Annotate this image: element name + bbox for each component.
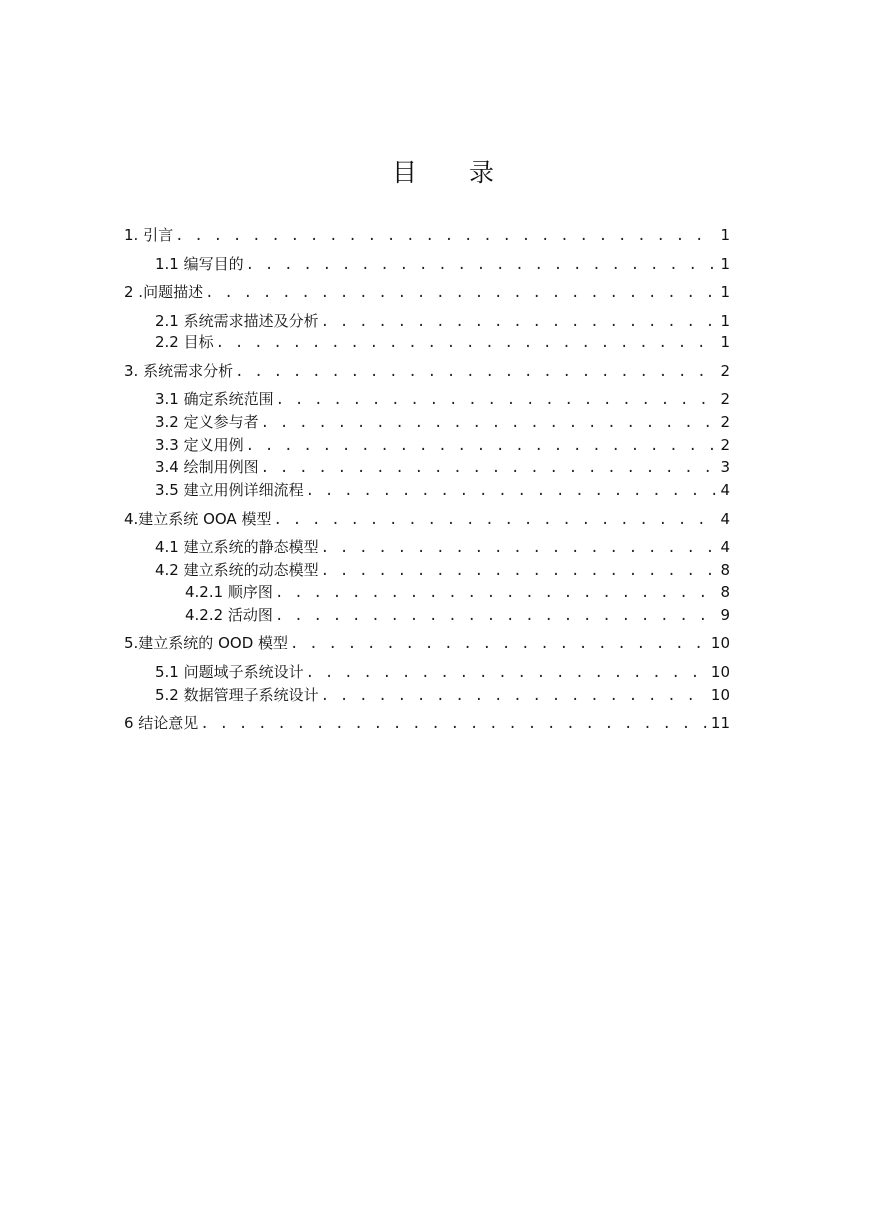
toc-entry[interactable] xyxy=(124,361,730,381)
toc-entry-page: 8 xyxy=(720,561,730,579)
toc-entry-label: 5.建立系统的 OOD 模型 xyxy=(124,634,289,652)
toc-entry[interactable] xyxy=(155,332,730,352)
toc-entry-page: 11 xyxy=(710,714,730,732)
toc-entry-label: 3.4 绘制用例图 xyxy=(155,458,259,476)
toc-leader-dots xyxy=(321,312,717,331)
toc-entry-page: 1 xyxy=(720,283,730,301)
toc-leader-dots xyxy=(290,634,707,653)
toc-leader-dots xyxy=(273,510,716,529)
toc-entry-label: 6 结论意见 xyxy=(124,714,199,732)
toc-entry-label: 3.1 确定系统范围 xyxy=(155,390,274,408)
toc-leader-dots xyxy=(246,436,717,455)
toc-leader-dots xyxy=(200,714,707,733)
toc-entry[interactable] xyxy=(155,435,730,455)
toc-entry[interactable] xyxy=(155,537,730,557)
toc-entry[interactable] xyxy=(155,457,730,477)
toc-leader-dots xyxy=(276,390,717,409)
toc-entry[interactable] xyxy=(155,662,730,682)
toc-leader-dots xyxy=(246,255,717,274)
toc-entry-page: 2 xyxy=(720,362,730,380)
toc-entry-page: 4 xyxy=(720,510,730,528)
toc-leader-dots xyxy=(321,686,707,705)
toc-entry-page: 3 xyxy=(720,458,730,476)
toc-leader-dots xyxy=(216,333,717,352)
toc-entry-page: 2 xyxy=(720,390,730,408)
toc-leader-dots xyxy=(261,413,717,432)
toc-entry-label: 4.2.1 顺序图 xyxy=(185,583,273,601)
toc-entry-page: 4 xyxy=(720,538,730,556)
toc-entry-label: 3.3 定义用例 xyxy=(155,436,244,454)
toc-entry-page: 1 xyxy=(720,333,730,351)
toc-entry-label: 2.1 系统需求描述及分析 xyxy=(155,312,319,330)
toc-leader-dots xyxy=(306,663,707,682)
toc-entry[interactable] xyxy=(124,713,730,733)
toc-leader-dots xyxy=(321,538,717,557)
toc-entry[interactable] xyxy=(155,389,730,409)
toc-entry[interactable] xyxy=(155,254,730,274)
toc-leader-dots xyxy=(175,226,716,245)
toc-leader-dots xyxy=(321,561,717,580)
toc-entry-page: 1 xyxy=(720,226,730,244)
toc-entry-label: 3. 系统需求分析 xyxy=(124,362,234,380)
toc-leader-dots xyxy=(261,458,717,477)
toc-entry[interactable] xyxy=(155,311,730,331)
toc-entry[interactable] xyxy=(124,509,730,529)
toc-leader-dots xyxy=(205,283,716,302)
toc-entry-page: 9 xyxy=(720,606,730,624)
toc-title: 目 录 xyxy=(392,158,516,187)
toc-entry-label: 4.1 建立系统的静态模型 xyxy=(155,538,319,556)
toc-entry[interactable] xyxy=(185,582,730,602)
toc-leader-dots xyxy=(235,362,716,381)
toc-entry-label: 3.2 定义参与者 xyxy=(155,413,259,431)
toc-entry-label: 4.2 建立系统的动态模型 xyxy=(155,561,319,579)
toc-entry[interactable] xyxy=(155,560,730,580)
toc-entry[interactable] xyxy=(124,225,730,245)
toc-entry-page: 8 xyxy=(720,583,730,601)
toc-entry[interactable] xyxy=(124,282,730,302)
toc-entry-label: 1.1 编写目的 xyxy=(155,255,244,273)
toc-entry-label: 1. 引言 xyxy=(124,226,174,244)
toc-entry-page: 10 xyxy=(710,686,730,704)
toc-entry[interactable] xyxy=(124,633,730,653)
toc-leader-dots xyxy=(306,481,717,500)
toc-leader-dots xyxy=(275,583,717,602)
toc-entry-label: 2.2 目标 xyxy=(155,333,214,351)
toc-entry[interactable] xyxy=(155,685,730,705)
toc-entry-label: 3.5 建立用例详细流程 xyxy=(155,481,304,499)
toc-entry-page: 2 xyxy=(720,436,730,454)
toc-entry[interactable] xyxy=(185,605,730,625)
toc-entry[interactable] xyxy=(155,412,730,432)
toc-entry-label: 5.1 问题域子系统设计 xyxy=(155,663,304,681)
toc-entry-page: 2 xyxy=(720,413,730,431)
toc-entry-label: 4.2.2 活动图 xyxy=(185,606,273,624)
toc-entry-page: 10 xyxy=(710,634,730,652)
toc-entry-page: 10 xyxy=(710,663,730,681)
toc-entry-page: 1 xyxy=(720,312,730,330)
toc-leader-dots xyxy=(275,606,717,625)
toc-entry[interactable] xyxy=(155,480,730,500)
toc-entry-label: 2 .问题描述 xyxy=(124,283,204,301)
toc-entry-page: 4 xyxy=(720,481,730,499)
toc-entry-label: 4.建立系统 OOA 模型 xyxy=(124,510,272,528)
toc-entry-page: 1 xyxy=(720,255,730,273)
toc-entry-label: 5.2 数据管理子系统设计 xyxy=(155,686,319,704)
